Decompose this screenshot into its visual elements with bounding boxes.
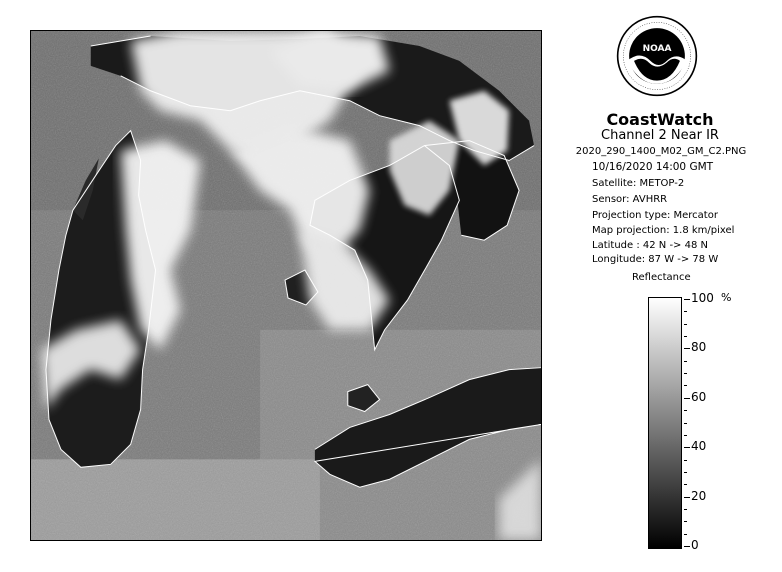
satellite-image bbox=[30, 30, 542, 541]
colorbar-tick-label: 80 bbox=[691, 340, 707, 355]
colorbar-major-tick bbox=[684, 398, 690, 399]
colorbar-unit: % bbox=[721, 291, 732, 304]
channel-subtitle: Channel 2 Near IR bbox=[601, 128, 719, 143]
image-filename: 2020_290_1400_M02_GM_C2.PNG bbox=[575, 146, 747, 157]
satellite-info: Satellite: METOP-2 bbox=[592, 178, 685, 189]
colorbar-minor-tick bbox=[684, 423, 687, 424]
colorbar-minor-tick bbox=[684, 385, 687, 386]
colorbar-tick-label: 100 bbox=[691, 291, 714, 305]
colorbar-tick-label: 60 bbox=[691, 389, 707, 404]
colorbar-tick-label: 0 bbox=[691, 538, 699, 552]
colorbar-tick-label: 40 bbox=[691, 439, 707, 454]
acquisition-datetime: 10/16/2020 14:00 GMT bbox=[592, 161, 714, 173]
app-title: CoastWatch bbox=[606, 110, 714, 129]
noaa-seal-icon bbox=[616, 15, 698, 97]
colorbar-tick-label: 20 bbox=[691, 488, 707, 503]
colorbar-major-tick bbox=[684, 497, 690, 498]
noaa-logo bbox=[616, 15, 698, 97]
colorbar-minor-tick bbox=[684, 521, 687, 522]
colorbar-minor-tick bbox=[684, 435, 687, 436]
longitude-info: Longitude: 87 W -> 78 W bbox=[592, 254, 719, 265]
svg-text:NOAA: NOAA bbox=[642, 44, 672, 55]
colorbar-minor-tick bbox=[684, 336, 687, 337]
reflectance-colorbar bbox=[648, 297, 682, 549]
colorbar-label: Reflectance bbox=[632, 272, 691, 283]
projection-type-info: Projection type: Mercator bbox=[592, 210, 718, 221]
map-projection-info: Map projection: 1.8 km/pixel bbox=[592, 225, 735, 236]
great-lakes-near-ir-image bbox=[31, 31, 541, 540]
colorbar-minor-tick bbox=[684, 472, 687, 473]
sensor-info: Sensor: AVHRR bbox=[592, 194, 668, 205]
colorbar-major-tick bbox=[684, 546, 690, 547]
colorbar-minor-tick bbox=[684, 534, 687, 535]
colorbar-minor-tick bbox=[684, 324, 687, 325]
colorbar-minor-tick bbox=[684, 410, 687, 411]
colorbar-minor-tick bbox=[684, 361, 687, 362]
colorbar-major-tick bbox=[684, 348, 690, 349]
latitude-info: Latitude : 42 N -> 48 N bbox=[592, 240, 708, 251]
colorbar-major-tick bbox=[684, 299, 690, 300]
colorbar-major-tick bbox=[684, 447, 690, 448]
colorbar-minor-tick bbox=[684, 373, 687, 374]
colorbar-minor-tick bbox=[684, 509, 687, 510]
colorbar-minor-tick bbox=[684, 484, 687, 485]
colorbar-minor-tick bbox=[684, 311, 687, 312]
colorbar-minor-tick bbox=[684, 460, 687, 461]
